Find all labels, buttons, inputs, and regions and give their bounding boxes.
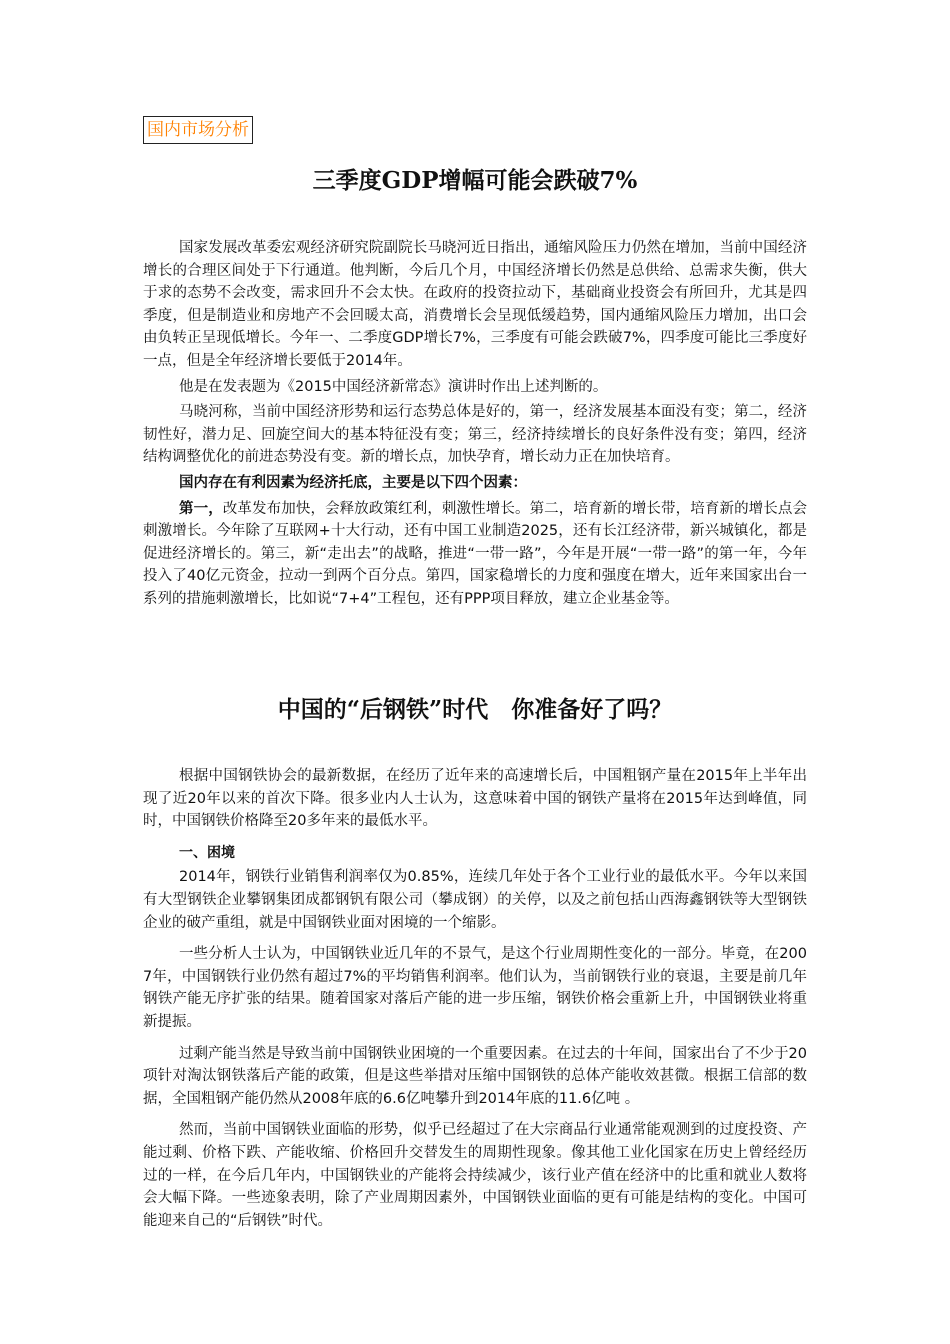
article-2-title: 中国的“后钢铁”时代 你准备好了吗？ <box>277 696 673 723</box>
article-1-factors-heading: 国内存在有利因素为经济托底，主要是以下四个因素： <box>179 474 527 491</box>
article-2-paragraph-3: 一些分析人士认为，中国钢铁业近几年的不景气，是这个行业周期性变化的一部分。毕竟，在2007年，中国钢铁行业仍然有超过7%的平均销售利润率。他们认为，当前钢铁行业的衰退，主要是前几年钢铁产能无序扩张的结果。随着国家对落后产能的进一步压缩，钢铁价格会重新上升，中国钢铁业将重新提振。 <box>143 946 807 1030</box>
article-2-paragraph-1: 根据中国钢铁协会的最新数据，在经历了近年来的高速增长后，中国粗钢产量在2015年上半年出现了近20年以来的首次下降。很多业内人士认为，这意味着中国的钢铁产量将在2015年达到峰值，同时，中国钢铁价格降至20多年来的最低水平。 <box>143 768 807 830</box>
article-1-title: 三季度GDP增幅可能会跌破7% <box>312 167 638 194</box>
article-2-paragraph-2: 2014年，钢铁行业销售利润率仅为0.85%，连续几年处于各个工业行业的最低水平。今年以来国有大型钢铁企业攀钢集团成都钢钒有限公司（攀成钢）的关停，以及之前包括山西海鑫钢铁等大型钢铁企业的破产重组，就是中国钢铁业面对困境的一个缩影。 <box>143 869 807 931</box>
article-2-body <box>143 765 807 1232</box>
article-1-paragraph-1: 国家发展改革委宏观经济研究院副院长马晓河近日指出，通缩风险压力仍然在增加，当前中国经济增长的合理区间处于下行通道。他判断，今后几个月，中国经济增长仍然是总供给、总需求失衡，供大于求的态势不会改变，需求回升不会太快。在政府的投资拉动下，基础商业投资会有所回升，尤其是四季度，但是制造业和房地产不会回暖太高，消费增长会呈现低缓趋势，国内通缩风险压力增加，出口会由负转正呈现低增长。今年一、二季度GDP增长7%，三季度有可能会跌破7%，四季度可能比三季度好一点，但是全年经济增长要低于2014年。 <box>143 240 807 369</box>
article-1-paragraph-5 <box>143 498 807 611</box>
article-1-body <box>143 237 807 614</box>
article-1-paragraph-5-text: 改革发布加快，会释放政策红利，刺激性增长。第二，培育新的增长带，培育新的增长点会刺激增长。今年除了互联网+十大行动，还有中国工业制造2025，还有长江经济带，新兴城镇化，都是促进经济增长的。第三，新“走出去”的战略，推进“一带一路”，今年是开展“一带一路”的第一年，今年投入了40亿元资金，拉动一到两个百分点。第四，国家稳增长的力度和强度在增大，近年来国家出台一系列的措施刺激增长，比如说“7+4”工程包，还有PPP项目释放，建立企业基金等。 <box>143 500 808 607</box>
article-2-section-heading: 一、困境 <box>179 844 235 861</box>
article-2-paragraph-4: 过剩产能当然是导致当前中国钢铁业困境的一个重要因素。在过去的十年间，国家出台了不少于20项针对淘汰钢铁落后产能的政策，但是这些举措对压缩中国钢铁的总体产能收效甚微。根据工信部的数据，全国粗钢产能仍然从2008年底的6.6亿吨攀升到2014年底的11.6亿吨 。 <box>143 1045 807 1107</box>
article-1-paragraph-2: 他是在发表题为《2015中国经济新常态》演讲时作出上述判断的。 <box>179 378 608 395</box>
article-1-paragraph-5-lead: 第一， <box>179 500 223 517</box>
article-1-paragraph-3: 马晓河称，当前中国经济形势和运行态势总体是好的，第一，经济发展基本面没有变；第二，经济韧性好，潜力足、回旋空间大的基本特征没有变；第三，经济持续增长的良好条件没有变；第四，经济结构调整优化的前进态势没有变。新的增长点，加快孕育，增长动力正在加快培育。 <box>143 404 807 466</box>
article-2-paragraph-5: 然而，当前中国钢铁业面临的形势，似乎已经超过了在大宗商品行业通常能观测到的过度投资、产能过剩、价格下跌、产能收缩、价格回升交替发生的周期性现象。像其他工业化国家在历史上曾经经历过的一样，在今后几年内，中国钢铁业的产能将会持续减少，该行业产值在经济中的比重和就业人数将会大幅下降。一些迹象表明，除了产业周期因素外，中国钢铁业面临的更有可能是结构的变化。中国可能迎来自己的“后钢铁”时代。 <box>143 1122 807 1229</box>
section-tag: 国内市场分析 <box>143 116 253 144</box>
